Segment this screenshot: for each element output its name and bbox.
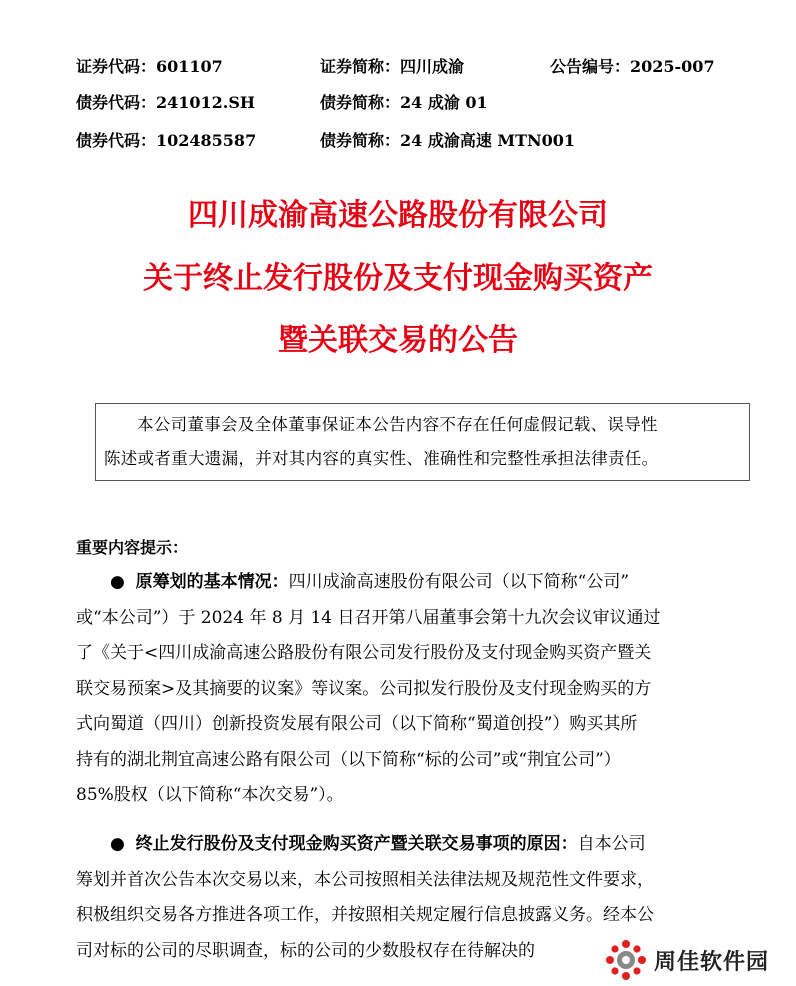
board-declaration-box [95,403,750,481]
paragraph-text: 四川成渝高速股份有限公司（以下简称“公司” [288,572,630,592]
declaration-line: 陈述或者重大遗漏，并对其内容的真实性、准确性和完整性承担法律责任。 [104,449,659,468]
declaration-line: 本公司董事会及全体董事保证本公告内容不存在任何虚假记载、误导性 [137,415,658,434]
title-line: 关于终止发行股份及支付现金购买资产 [143,261,653,296]
bond-short-name: 债券简称：24 成渝高速 MTN001 [320,131,576,150]
paragraph-text: 85%股权（以下简称“本次交易”）。 [76,785,344,805]
title-line: 四川成渝高速公路股份有限公司 [188,198,608,233]
paragraph-text: 联交易预案>及其摘要的议案》等议案。公司拟发行股份及支付现金购买的方 [76,678,652,699]
paragraph-original-plan [76,565,726,814]
paragraph-heading: 原筹划的基本情况： [135,572,289,592]
paragraph-text: 或“本公司”）于 2024 年 8 月 14 日召开第八届董事会第十九次会议审议通过 [76,607,661,628]
section-heading: 重要内容提示： [76,538,189,557]
paragraph-text: 筹划并首次公告本次交易以来，本公司按照相关法律法规及规范性文件要求， [76,869,654,890]
bullet-icon: ● [110,834,125,854]
watermark [600,936,790,984]
bond-short-name: 债券简称：24 成渝 01 [320,93,488,112]
title-line: 暨关联交易的公告 [278,323,518,358]
announcement-number: 公告编号：2025-007 [550,57,715,76]
stock-code: 证券代码：601107 [76,57,223,76]
watermark-text: 周佳软件园 [654,949,770,975]
paragraph-text: 了《关于<四川成渝高速公路股份有限公司发行股份及支付现金购买资产暨关 [76,643,652,663]
bond-code: 债券代码：102485587 [76,131,257,150]
bond-code: 债券代码：241012.SH [76,93,256,112]
paragraph-text: 自本公司 [577,834,646,854]
paragraph-text: 式向蜀道（四川）创新投资发展有限公司（以下简称“蜀道创投”）购买其所 [76,714,638,734]
gear-logo-icon [604,938,648,982]
paragraph-text: 积极组织交易各方推进各项工作，并按照相关规定履行信息披露义务。经本公 [76,905,654,925]
stock-short-name: 证券简称：四川成渝 [320,57,465,76]
paragraph-text: 持有的湖北荆宜高速公路有限公司（以下简称“标的公司”或“荆宜公司”） [76,749,621,770]
bullet-icon: ● [110,572,125,592]
paragraph-text: 司对标的公司的尽职调查，标的公司的少数股权存在待解决的 [76,940,535,961]
paragraph-heading: 终止发行股份及支付现金购买资产暨关联交易事项的原因： [135,834,578,854]
